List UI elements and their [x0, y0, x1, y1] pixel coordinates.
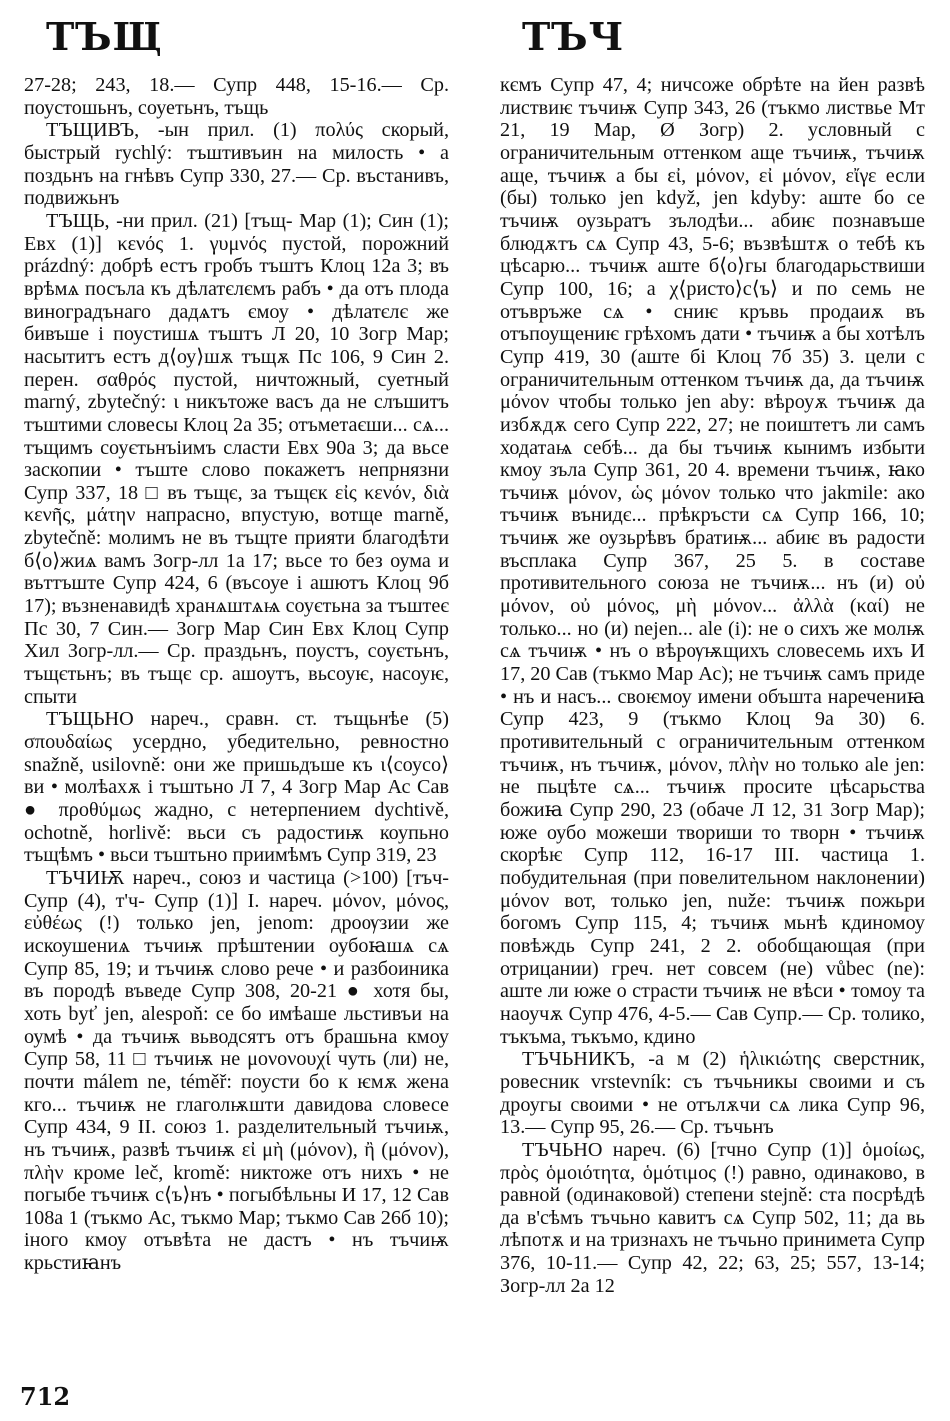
- right-running-head: ТЪЧ: [522, 14, 625, 59]
- entry-tachino: ТЪЧЬНО нареч. (6) [тчно Супр (1)] ὁμοίως, πρὸς ὁμοιότητα, ὁμότιμος (!) равно, одинаково, в равной (одинаковой) степени stejně: ста посрѣдѣ да в'сѣмъ тъчьно кавитъ сѧ Супр 502, 11; да вь лѣпотѫ и на тризнахъ не тъчьно принимета Супр 376, 10-11.— Супр 42, 22; 63, 25; 557, 13-14; Зогр-лл 2а 12: [500, 1138, 925, 1297]
- left-running-head: ТЪЩ: [46, 14, 163, 59]
- entry-tashti: ТЪЩЬ, -ни прил. (21) [тъщ- Мар (1); Син (1); Евх (1)] κενός 1. γυμνός пустой, порожний prázdný: добрѣ естъ гробъ тъштъ Клоц 12а 3; въ врѣмѧ посъла къ дѣлатєлємъ рабъ • да отъ плода виноградънаго дадѧтъ ємоу • дѣлатєлє же бивъше і поустишѧ тъштъ Л 20, 10 Зогр Мар; насытитъ естъ д⟨оу⟩шѫ тъщѫ Пс 106, 9 Син 2. перен. σαθρός пустой, ничтожный, суетный marný, zbytečný: ι никътоже васъ да не слъшитъ тъштими словесы Клоц 2а 35; отъметаєши... сѧ... тъщимъ соуєтьнъіимъ сласти Евх 90а 3; да вьсе заскопии • тъште слово покажетъ непрнязни Супр 337, 18 □ въ тъщє, за тъщєк εἰς κενόν, διὰ κενῆς, μάτην напрасно, впустую, вотще marně, zbytečně: молимъ не въ тъщте прияти благодѣти б⟨о⟩жиѧ вамъ Зогр-лл 1а 17; вьсе то без оума и въттъште Супр 424, 6 (въсоуе і ашютъ Клоц 9б 17); възненавидѣ хранѧштѧѩ соуєтьна за тъштеє Пс 30, 7 Син.— Зогр Мар Син Евх Клоц Супр Хил Зогр-лл.— Ср. праздьнъ, поустъ, соуєтьнъ, тъщєтьнъ; въ тъщє ср. ашоутъ, вьсоуѥ, насоуѥ, спыти: [24, 209, 449, 708]
- left-column: [24, 74, 449, 1386]
- entry-tashtivu: ТЪЩИВЪ, -ын прил. (1) πολύς скорый, быстрый rychlý: тъштивъин на милость • а поздьнъ на гнѣвъ Супр 330, 27.— Ср. въстанивъ, подвижьнъ: [24, 119, 449, 210]
- entry-tachiju: ТЪЧИѬ нареч., союз и частица (>100) [тъч- Супр (4), т'ч- Супр (1)] I. нареч. μόνον, μόνος, εὐθέως (!) только jen, jenom: дроѹзии же искоушениѧ тъчиѭ прѣштении оубоꙗшѧ сѧ Супр 85, 19; и тъчиѭ слово рече • и разбоиника въ породѣ въведе Супр 308, 20-21 ● хотя бы, хоть byť jen, alespoň: се бо имѣаше льстивъи на оумѣ • да тъчиѭ вьводсятъ отъ брашьна кмоу Супр 58, 11 □ тъчиѭ не μονονουχί чуть (ли) не, почти málem ne, téměř: поусти бо к ѥмѫ жена кго... тъчиѭ не глаголѭшти давидова словесе Супр 434, 9 II. союз 1. разделительный тъчиѭ, нъ тъчиѭ, развѣ тъчиѭ εἰ μὴ (μόνον), ἢ (μόνον), πλὴν кроме leč, kromě: никтоже отъ нихъ • не погыбе тъчиѭ с⟨ъ⟩нъ • погыбѣльны И 17, 12 Сав 108а 1 (тъкмо Ас, тъкмо Мар; тъкмо Сав 26б 10); іного кмоу отъвѣта не дастъ • нъ тъчиѭ крьстиꙗнъ: [24, 866, 449, 1275]
- right-column: [500, 74, 925, 1386]
- entry-tachinikŭ: ТЪЧЬНИКЪ, -а м (2) ἡλικιώτης сверстник, ровесник vrstevník: съ тъчьникы своими и съ дроугы своими • не отълѫчи сѧ лика Супр 96, 13.— Супр 95, 26.— Ср. тъчьнъ: [500, 1048, 925, 1139]
- page-number: 712: [20, 1382, 71, 1411]
- entry-tachiju-continuation: кємъ Супр 47, 4; ничсоже обрѣте на йен развѣ листвиѥ тъчиѭ Супр 343, 26 (тъкмо листвье Мт 21, 19 Мар, Ø Зогр) 2. условный с ограничительным оттенком аще тъчиѭ, тъчиѭ аще, тъчиѭ а бы εἰ, μόνον, εἰ μόνον, εἴγε если (бы) только jen když, jen kdyby: аште бо се тъчиѭ оузьратъ зълодѣи... абиѥ познавъше блюдѫтъ сѧ Супр 43, 5-6; възвѣштѫ о тебѣ къ цѣсарю... тъчиѭ аште б⟨о⟩гы благодарьствиши Супр 100, 16; а χ⟨ристо⟩с⟨ъ⟩ и по семь не отъвръже сѧ • сниѥ кръвь продаиѫ въ отъпоущениѥ грѣхомъ дати • тъчиѭ а бы хотѣлъ Супр 419, 30 (аште бі Клоц 7б 35) 3. цели с ограничительным оттенком тъчиѭ да, да тъчиѭ μόνον чтобы только jen aby: вѣроуѫ тъчиѭ да избѫдѫ сего Супр 222, 27; не поиштетъ ли самъ ходатаѩ себѣ... да бы тъчиѭ кынимъ избыти кмоу зъла Супр 361, 20 4. времени тъчиѭ, ꙗко тъчиѭ μόνον, ὡς μόνον только что jakmile: ако тъчиѭ вънидє... прѣкръсти сѧ Супр 166, 10; тъчиѭ же оузьрѣвъ братиѭ... абиѥ въ радости въсплака Супр 367, 25 5. в составе противительного союза не тъчиѭ... нъ (и) οὐ μόνον, οὐ μόνος, μὴ μόνον... ἀλλὰ (καί) не только... но (и) nejen... ale (i): не о сихъ же молѭ сѧ тъчиѭ • нъ о вѣрѹѭщихъ словесемь ихъ И 17, 20 Сав (тъкмо Мар Ас); не тъчиѭ самъ приде • нъ и насъ... своѥмоу имени объшта наречениꙗ Супр 423, 9 (тъкмо Клоц 9а 30) 6. противительный с ограничительным оттенком тъчиѭ, нъ тъчиѭ, μόνον, πλὴν но только ale jen: не пьцѣте сѧ... тъчиѭ просите цѣсарьства божиꙗ Супр 290, 23 (обаче Л 12, 31 Зогр Мар); юже оубо можеши твориши то творн • тъчиѭ скорѣѥ Супр 112, 16-17 III. частица 1. побудительная (при повелительном наклонении) μόνον вот, только jen, nuže: тъчиѭ пожьри богомъ Супр 115, 4; тъчиѭ мьнѣ кдиномоу повѣждь Супр 241, 2 2. обобщающая (при отрицании) греч. нет совсем (не) vůbec (ne): аште ли юже о страсти тъчиѭ не вѣси • томоу та наоучѫ Супр 476, 4-5.— Сав Супр.— Ср. толико, тъкъма, тъкъмо, кдино: [500, 74, 925, 1048]
- entry-tashtino: ТЪЩЬНО нареч., сравн. ст. тъщьнѣе (5) σπουδαίως усердно, убедительно, ревностно snažně, usilovně: они же пришьдъше къ ι⟨соусо⟩ви • молѣахѫ і тъштьно Л 7, 4 Зогр Мар Ас Сав ● προθύμως жадно, с нетерпением dychtivě, ochotně, horlivě: вьси съ радостиѭ коупьно тъщѣмъ • вьси тъштьно приимѣмъ Супр 319, 23: [24, 708, 449, 867]
- entry-continuation: 27-28; 243, 18.— Супр 448, 15-16.— Ср. поустошьнъ, соуетьнъ, тъщь: [24, 74, 449, 119]
